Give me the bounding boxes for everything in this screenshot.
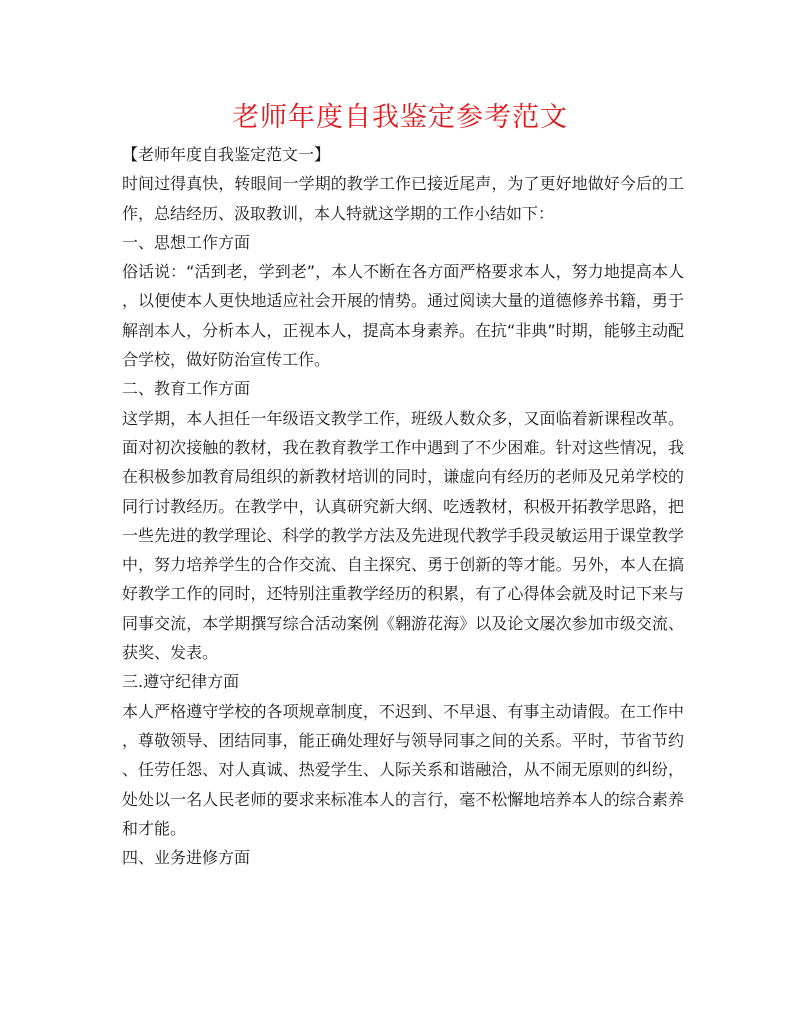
text-line: ，以便使本人更快地适应社会开展的情势。通过阅读大量的道德修养书籍，勇于 xyxy=(122,291,684,311)
text-line: 面对初次接触的教材，我在教育教学工作中遇到了不少困难。针对这些情况，我 xyxy=(122,437,684,457)
text-line: 在积极参加教育局组织的新教材培训的同时，谦虚向有经历的老师及兄弟学校的 xyxy=(122,467,684,487)
document-body xyxy=(122,140,684,872)
section-heading: 【老师年度自我鉴定范文一】 xyxy=(122,145,331,164)
document-title: 老师年度自我鉴定参考范文 xyxy=(232,102,568,133)
text-line: 处处以一名人民老师的要求来标准本人的言行，毫不松懈地培养本人的综合素养 xyxy=(122,789,684,809)
text-line: 这学期，本人担任一年级语文教学工作，班级人数众多，又面临着新课程改革。 xyxy=(122,408,684,428)
paragraph-lines xyxy=(122,169,684,872)
text-line: 本人严格遵守学校的各项规章制度，不迟到、不早退、有事主动请假。在工作中 xyxy=(122,701,684,721)
text-line: 四、业务进修方面 xyxy=(122,848,251,868)
text-line: 同事交流，本学期撰写综合活动案例《翱游花海》以及论文屡次参加市级交流、 xyxy=(122,613,684,633)
text-line: 获奖、发表。 xyxy=(122,643,219,663)
text-line: 合学校，做好防治宣传工作。 xyxy=(122,350,331,370)
text-line: 一、思想工作方面 xyxy=(122,232,251,252)
text-line: 时间过得真快，转眼间一学期的教学工作已接近尾声，为了更好地做好今后的工 xyxy=(122,174,684,194)
text-line: 二、教育工作方面 xyxy=(122,379,251,399)
text-line: 一些先进的教学理论、科学的教学方法及先进现代教学手段灵敏运用于课堂教学 xyxy=(122,525,684,545)
text-line: 同行讨教经历。在教学中，认真研究新大纲、吃透教材，积极开拓教学思路，把 xyxy=(122,496,684,516)
text-line: ，尊敬领导、团结同事，能正确处理好与领导同事之间的关系。平时，节省节约 xyxy=(122,730,684,750)
text-line: 中，努力培养学生的合作交流、自主探究、勇于创新的等才能。另外，本人在搞 xyxy=(122,555,684,575)
text-line: 作，总结经历、汲取教训，本人特就这学期的工作小结如下： xyxy=(122,203,555,223)
text-line: 和才能。 xyxy=(122,818,187,838)
text-line: 、任劳任怨、对人真诚、热爱学生、人际关系和谐融洽，从不闹无原则的纠纷， xyxy=(122,760,684,780)
text-line: 好教学工作的同时，还特别注重教学经历的积累，有了心得体会就及时记下来与 xyxy=(122,584,684,604)
text-line: 三.遵守纪律方面 xyxy=(122,672,240,692)
text-line: 解剖本人，分析本人，正视本人，提高本身素养。在抗“非典”时期，能够主动配 xyxy=(122,320,684,340)
text-line: 俗话说：“活到老，学到老”，本人不断在各方面严格要求本人，努力地提高本人 xyxy=(122,262,684,282)
